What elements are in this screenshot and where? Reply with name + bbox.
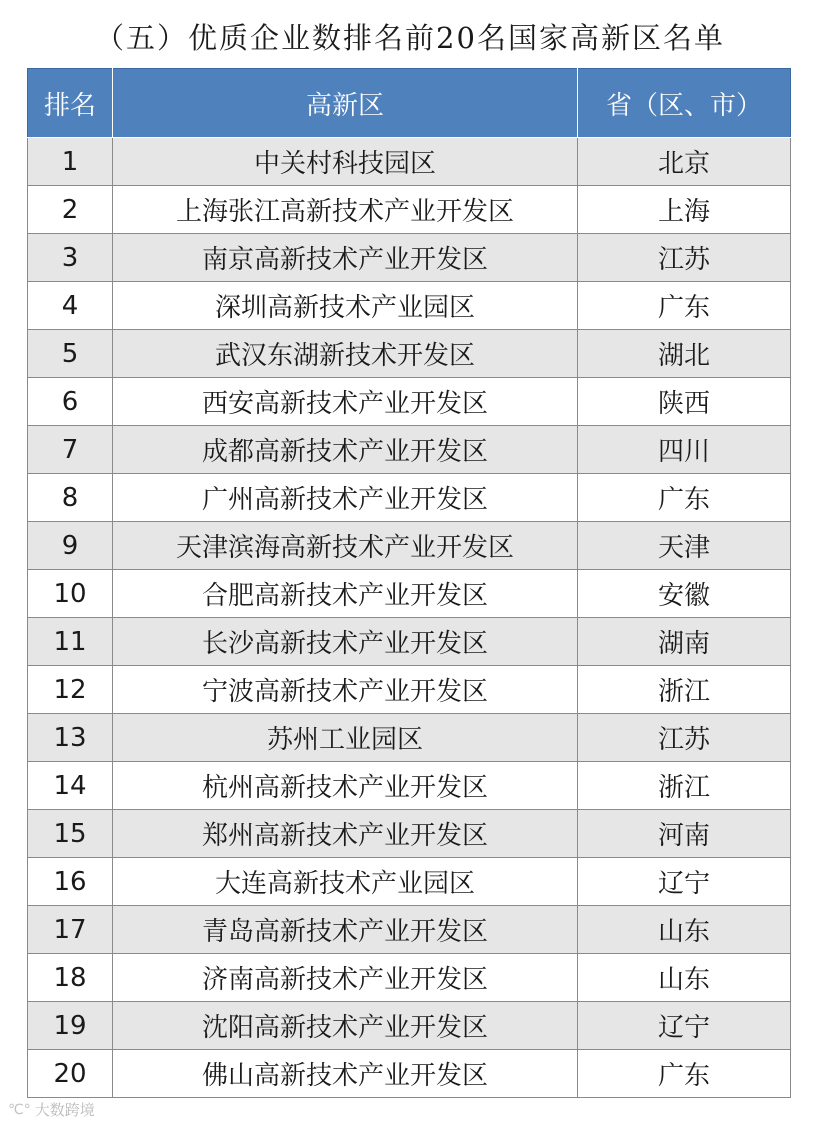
cell-rank: 6 — [28, 378, 113, 426]
cell-rank: 8 — [28, 474, 113, 522]
cell-zone: 大连高新技术产业园区 — [113, 858, 578, 906]
cell-rank: 20 — [28, 1050, 113, 1098]
watermark — [8, 1099, 95, 1120]
table-row — [28, 474, 791, 522]
cell-province: 安徽 — [578, 570, 791, 618]
cell-province: 广东 — [578, 1050, 791, 1098]
cell-zone: 沈阳高新技术产业开发区 — [113, 1002, 578, 1050]
table-row — [28, 570, 791, 618]
cell-rank: 4 — [28, 282, 113, 330]
cell-province: 湖北 — [578, 330, 791, 378]
table-row — [28, 522, 791, 570]
table-row — [28, 762, 791, 810]
cell-zone: 成都高新技术产业开发区 — [113, 426, 578, 474]
ranking-table — [27, 68, 791, 1098]
cell-rank: 17 — [28, 906, 113, 954]
cell-rank: 16 — [28, 858, 113, 906]
cell-province: 陕西 — [578, 378, 791, 426]
cell-rank: 15 — [28, 810, 113, 858]
table-row — [28, 378, 791, 426]
table-row — [28, 618, 791, 666]
cell-rank: 7 — [28, 426, 113, 474]
table-row — [28, 282, 791, 330]
cell-province: 上海 — [578, 186, 791, 234]
cell-zone: 中关村科技园区 — [113, 138, 578, 186]
header-province: 省（区、市） — [578, 69, 791, 138]
header-rank: 排名 — [28, 69, 113, 138]
table-row — [28, 426, 791, 474]
cell-zone: 杭州高新技术产业开发区 — [113, 762, 578, 810]
cell-province: 天津 — [578, 522, 791, 570]
table-row — [28, 954, 791, 1002]
cell-province: 北京 — [578, 138, 791, 186]
cell-province: 辽宁 — [578, 1002, 791, 1050]
cell-province: 河南 — [578, 810, 791, 858]
cell-rank: 10 — [28, 570, 113, 618]
cell-zone: 合肥高新技术产业开发区 — [113, 570, 578, 618]
cell-zone: 佛山高新技术产业开发区 — [113, 1050, 578, 1098]
cell-rank: 2 — [28, 186, 113, 234]
page-title: （五）优质企业数排名前20名国家高新区名单 — [95, 21, 725, 55]
watermark-logo-icon: ℃° — [8, 1101, 31, 1118]
table-body — [28, 138, 791, 1098]
cell-zone: 济南高新技术产业开发区 — [113, 954, 578, 1002]
cell-rank: 5 — [28, 330, 113, 378]
cell-zone: 天津滨海高新技术产业开发区 — [113, 522, 578, 570]
header-zone: 高新区 — [113, 69, 578, 138]
cell-zone: 长沙高新技术产业开发区 — [113, 618, 578, 666]
cell-rank: 1 — [28, 138, 113, 186]
table-row — [28, 714, 791, 762]
cell-rank: 14 — [28, 762, 113, 810]
table-header-row — [28, 69, 791, 138]
table-row — [28, 138, 791, 186]
table-row — [28, 234, 791, 282]
cell-province: 山东 — [578, 954, 791, 1002]
cell-province: 江苏 — [578, 234, 791, 282]
cell-zone: 宁波高新技术产业开发区 — [113, 666, 578, 714]
cell-rank: 18 — [28, 954, 113, 1002]
table-row — [28, 810, 791, 858]
cell-rank: 11 — [28, 618, 113, 666]
cell-province: 辽宁 — [578, 858, 791, 906]
cell-zone: 西安高新技术产业开发区 — [113, 378, 578, 426]
table-row — [28, 1002, 791, 1050]
cell-province: 浙江 — [578, 762, 791, 810]
cell-rank: 19 — [28, 1002, 113, 1050]
cell-rank: 9 — [28, 522, 113, 570]
cell-zone: 郑州高新技术产业开发区 — [113, 810, 578, 858]
cell-province: 浙江 — [578, 666, 791, 714]
cell-province: 广东 — [578, 474, 791, 522]
cell-rank: 12 — [28, 666, 113, 714]
cell-zone: 武汉东湖新技术开发区 — [113, 330, 578, 378]
table-row — [28, 1050, 791, 1098]
cell-province: 江苏 — [578, 714, 791, 762]
table-row — [28, 858, 791, 906]
table-row — [28, 666, 791, 714]
table-row — [28, 186, 791, 234]
cell-zone: 深圳高新技术产业园区 — [113, 282, 578, 330]
table-row — [28, 906, 791, 954]
cell-zone: 青岛高新技术产业开发区 — [113, 906, 578, 954]
cell-rank: 13 — [28, 714, 113, 762]
cell-zone: 广州高新技术产业开发区 — [113, 474, 578, 522]
watermark-text: 大数跨境 — [34, 1101, 95, 1119]
cell-province: 湖南 — [578, 618, 791, 666]
cell-zone: 上海张江高新技术产业开发区 — [113, 186, 578, 234]
cell-zone: 苏州工业园区 — [113, 714, 578, 762]
table-row — [28, 330, 791, 378]
cell-province: 四川 — [578, 426, 791, 474]
cell-rank: 3 — [28, 234, 113, 282]
cell-province: 山东 — [578, 906, 791, 954]
cell-province: 广东 — [578, 282, 791, 330]
cell-zone: 南京高新技术产业开发区 — [113, 234, 578, 282]
